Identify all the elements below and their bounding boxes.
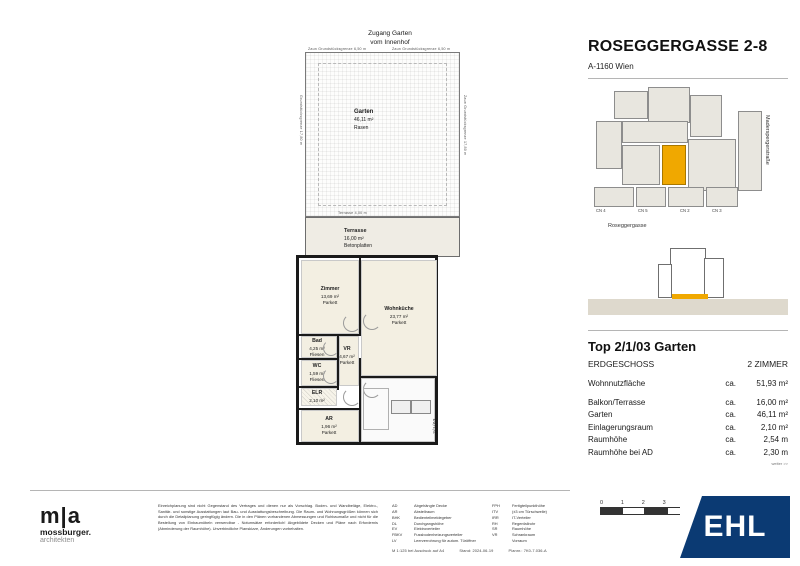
dimension-top-right: Zaun Grundstücksgrenze 6,50 m — [392, 47, 451, 51]
area-row — [588, 435, 788, 444]
abbreviation-values-left — [414, 503, 494, 544]
room-area: 1,59 m² — [309, 370, 325, 376]
area-label: Raumhöhe — [588, 435, 628, 444]
area-label: Einlagerungsraum — [588, 422, 653, 432]
garden-area — [305, 52, 460, 217]
architect-name: mossburger. — [40, 527, 92, 537]
site-block — [706, 187, 738, 207]
area-table — [588, 379, 788, 457]
unit-floor-row — [588, 359, 788, 369]
appliance-2 — [411, 400, 431, 414]
abbr-key: LV — [392, 538, 397, 544]
area-ca: ca. — [725, 422, 736, 432]
abbr-key: SR — [492, 526, 498, 532]
scale-tick: 0 — [600, 500, 604, 506]
continuation-note: weiter >> — [771, 460, 788, 466]
abbr-key: IRR — [492, 514, 499, 520]
room-name: ELR — [311, 390, 323, 396]
room-label-ar — [299, 416, 359, 437]
scale-seg — [623, 508, 645, 514]
abbr-text: Fertigteilpunkthöhe — [512, 503, 546, 508]
garden-access-note-line1: Zugang Garten — [368, 30, 412, 37]
area-value: 46,11 m² — [757, 410, 788, 419]
room-material: Parkett — [321, 430, 337, 436]
abbr-text: Fussbodenheizungsverteiler — [414, 532, 463, 538]
dimension-left: Grundstücksgrenze 17,80 m — [299, 95, 303, 146]
area-ca: ca. — [725, 397, 736, 407]
area-label: Garten — [588, 410, 613, 419]
garden-material: Rasen — [354, 124, 369, 131]
room-name: Bad — [312, 338, 322, 344]
plan-scale-note: M 1:125 bei Ausdruck auf A4 — [392, 548, 445, 553]
area-label: Raumhöhe bei AD — [588, 447, 653, 457]
garden-label — [354, 108, 373, 132]
door-arc-2 — [363, 312, 381, 330]
room-material: Fliesen — [309, 377, 325, 383]
info-panel — [588, 38, 788, 466]
site-marker-3: CN 3 — [712, 208, 722, 213]
door-arc-1 — [343, 314, 361, 332]
garden-access-note — [330, 30, 450, 48]
unit-title: Top 2/1/03 Garten — [588, 339, 697, 354]
dimension-right: Zaun Grundstücksgrenze 17,80 m — [463, 95, 467, 156]
appliance-1 — [391, 400, 411, 414]
apartment-outline — [296, 255, 438, 445]
scale-seg — [601, 508, 623, 514]
terrace-name: Terrasse — [344, 228, 367, 234]
site-plan — [588, 87, 788, 242]
abbr-text: Leerverrohrung für autom. Türöffner — [414, 538, 476, 544]
area-value: 2,54 m — [763, 435, 788, 444]
site-street-right: Maderspergerstraße — [764, 115, 770, 165]
area-row — [588, 448, 788, 457]
room-area: 2,10 m² — [309, 397, 325, 403]
abbr-key: AD — [392, 503, 398, 508]
section-block-main — [670, 248, 706, 298]
area-ca: ca. — [725, 447, 736, 457]
terrace-area-value: 16,00 m² — [344, 235, 364, 242]
building-section — [588, 248, 788, 323]
abbr-text: Abgehängte Decke — [414, 503, 448, 508]
unit-code-plan: 2/1/03 — [432, 418, 437, 434]
area-row — [588, 379, 788, 388]
section-block-left — [658, 264, 672, 298]
room-name: VR — [343, 346, 351, 352]
terrace-label — [344, 227, 372, 251]
site-block — [690, 95, 722, 137]
room-area: 4,25 m² — [309, 345, 325, 351]
area-value: 2,10 m² — [760, 422, 788, 432]
site-block — [636, 187, 666, 207]
garden-name: Garten — [354, 109, 374, 115]
site-block — [688, 139, 736, 191]
room-name: Zimmer — [320, 286, 340, 292]
disclaimer-text: Einreichplanung sind nicht Gegenstand des Vertrages und dienen nur als Vorschlag. Boden- und Wandbeläge, Elektro-, Sanitär- und sonstige Ausstattungen laut Bau- und Ausstattungsbeschreibung. Die Raum- und Wohnungsgrößen können sich durch die Detailplanung geringfügig ändern. Die in den Plänen vorhandenen Abmessungen und Rohbaumaße und nicht für die Bestellung von Einbaumöbeln verwendbar - Notumsätze erforderlich! Abgebildete Decken und Pläne nach Erfordernis (Abminderung der Raumhöhe). Unverbindliche Planskizze, Änderungen vorbehalten. — [158, 503, 378, 531]
section-ground — [588, 299, 788, 315]
section-block-right — [704, 258, 724, 298]
room-area: 1,96 m² — [321, 423, 337, 429]
unit-rooms-count: 2 ZIMMER — [747, 359, 788, 369]
area-label: Balkon/Terrasse — [588, 397, 646, 407]
abbr-text: Regenfallrohr — [512, 520, 536, 526]
abbr-key: RH — [492, 520, 498, 526]
room-label-zimmer — [300, 286, 360, 307]
site-block — [622, 121, 688, 143]
site-marker-2: CN 2 — [680, 208, 690, 213]
door-arc-3 — [323, 340, 339, 356]
ehl-logo-text: EHL — [703, 510, 767, 543]
area-row — [588, 398, 788, 407]
site-block — [648, 87, 690, 123]
project-address: A-1160 Wien — [588, 62, 634, 71]
abbr-text: Bedienteilmeldegeber — [414, 514, 452, 520]
abbr-key: ITV — [492, 508, 499, 514]
terrace-material: Betonplatten — [344, 243, 373, 249]
room-label-elr — [289, 390, 345, 404]
area-ca: ca. — [725, 435, 736, 444]
abbr-text: Schrankraum — [512, 532, 536, 538]
abbr-key: FBKV — [392, 532, 403, 538]
site-block — [668, 187, 704, 207]
abbr-text: IT-Verteiler — [512, 514, 531, 520]
terrace-area — [305, 217, 460, 257]
garden-access-note-line2: vom Innenhof — [370, 38, 410, 46]
room-name: WC — [312, 363, 322, 369]
abbr-text: Durchgangshöhe — [414, 520, 444, 526]
door-arc-5 — [343, 388, 361, 406]
abbr-key: EV — [392, 526, 398, 532]
plan-metadata — [392, 548, 561, 553]
room-material: Parkett — [322, 300, 338, 306]
architect-logo-mark: m|a — [40, 503, 81, 528]
area-value: 16,00 m² — [756, 397, 788, 407]
room-area: 4,67 m² — [339, 353, 355, 359]
site-marker-1: CN 5 — [638, 208, 648, 213]
abbreviation-values-right — [512, 503, 582, 544]
ehl-logo-slash-icon — [680, 496, 702, 558]
abbr-key: VR — [492, 532, 498, 538]
site-marker-0: CN 4 — [596, 208, 606, 213]
site-block — [738, 111, 762, 191]
abbr-text: (±3 cm Türschwelle) — [512, 508, 547, 514]
site-block — [614, 91, 648, 119]
room-area: 23,77 m² — [389, 313, 409, 319]
abbr-text: Raumhöhe — [512, 526, 532, 532]
plan-date: Stand: 2024-06-19 — [459, 548, 494, 553]
room-material: Parkett — [391, 320, 407, 326]
divider-2 — [588, 330, 788, 331]
project-title: ROSEGGERGASSE 2-8 — [588, 38, 768, 55]
room-name: AR — [325, 416, 333, 422]
unit-floor: ERDGESCHOSS — [588, 359, 655, 369]
area-ca: ca. — [725, 379, 736, 388]
scale-tick: 2 — [641, 500, 645, 506]
ehl-logo — [680, 496, 790, 558]
site-block — [594, 187, 634, 207]
abbr-key: BHK — [392, 514, 400, 520]
door-arc-4 — [323, 368, 339, 384]
site-block-highlight — [662, 145, 686, 185]
scale-tick: 1 — [620, 500, 624, 506]
room-name: Wohnküche — [384, 306, 414, 312]
plan-number: Plannr.: 7K0-7.036-A — [508, 548, 547, 553]
architect-logo — [40, 505, 91, 544]
site-block — [622, 145, 660, 185]
divider-1 — [588, 78, 788, 79]
dimension-terrace: Terrasse 4,00 m — [338, 211, 367, 215]
area-label: Wohnnutzfläche — [588, 379, 646, 388]
abbr-text: Vorraum — [512, 538, 527, 544]
area-value: 51,93 m² — [756, 379, 788, 388]
area-value: 2,30 m — [763, 447, 788, 457]
abbr-key: DL — [392, 520, 397, 526]
room-area: 13,69 m² — [320, 293, 340, 299]
abbr-key: FPH — [492, 503, 500, 508]
kitchen-counter — [363, 388, 389, 430]
room-material: Parkett — [339, 360, 355, 366]
garden-area-value: 46,11 m² — [354, 117, 374, 123]
dimension-top-left: Zaun Grundstücksgrenze 6,50 m — [308, 47, 367, 51]
site-street-bottom: Roseggergasse — [608, 223, 647, 229]
area-row — [588, 423, 788, 432]
area-ca: ca. — [725, 410, 736, 419]
scale-seg — [645, 508, 667, 514]
footer-divider — [30, 490, 570, 491]
room-material: Fliesen — [309, 352, 325, 358]
site-block — [596, 121, 622, 169]
section-unit-highlight — [672, 294, 708, 299]
area-row — [588, 410, 788, 419]
architect-subtitle: architekten — [40, 537, 75, 544]
garden-inner-outline — [318, 63, 447, 206]
scale-tick: 3 — [662, 500, 666, 506]
abbr-text: Elektroverteiler — [414, 526, 440, 532]
abbr-text: Abstellraum — [414, 508, 435, 514]
abbr-key: AR — [392, 508, 398, 514]
